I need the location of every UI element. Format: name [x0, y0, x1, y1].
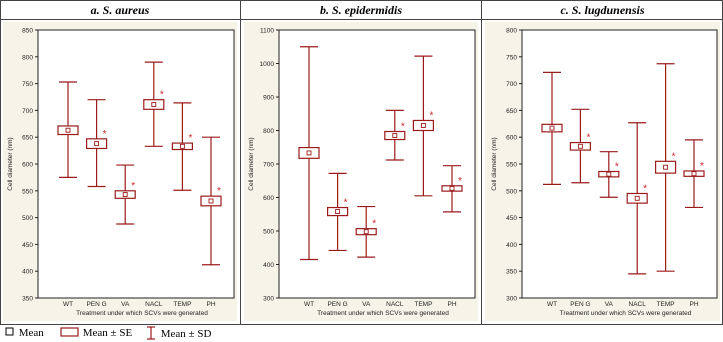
- x-tick-label: NACL: [628, 301, 646, 308]
- y-axis-label: Cell diameter (nm): [7, 137, 14, 191]
- y-tick-label: 650: [506, 107, 517, 115]
- x-tick-label: NACL: [145, 301, 163, 308]
- x-tick-label: WT: [62, 301, 74, 308]
- mean-point: [336, 210, 340, 214]
- mean-point: [66, 128, 70, 132]
- mean-point: [209, 199, 213, 203]
- mean-point: [307, 151, 311, 155]
- x-tick-label: PEN G: [86, 301, 107, 308]
- significance-star: *: [188, 133, 193, 145]
- significance-star: *: [217, 186, 221, 198]
- mean-point: [550, 126, 554, 130]
- y-tick-label: 300: [263, 295, 274, 303]
- y-tick-label: 550: [22, 188, 33, 196]
- mean-point: [421, 123, 425, 127]
- mean-point: [635, 196, 639, 200]
- x-tick-label: TEMP: [173, 301, 192, 308]
- y-tick-label: 600: [22, 161, 33, 169]
- mean-point: [123, 193, 127, 197]
- mean-point: [364, 230, 368, 234]
- x-tick-label: VA: [121, 301, 130, 308]
- x-tick-label: VA: [604, 301, 613, 308]
- y-tick-label: 600: [506, 134, 517, 142]
- y-tick-label: 800: [22, 54, 33, 62]
- significance-star: *: [458, 175, 462, 187]
- y-tick-label: 600: [263, 195, 274, 202]
- y-tick-label: 1000: [259, 61, 274, 68]
- se-box-icon: [60, 326, 80, 338]
- chart-title: b. S. epidermidis: [319, 3, 403, 17]
- x-tick-label: PEN G: [327, 301, 348, 308]
- chart-panel: [244, 3, 478, 321]
- legend-sd-item: [144, 326, 211, 340]
- y-tick-label: 550: [506, 161, 517, 169]
- x-axis-label: Treatment under which SCVs were generated: [559, 310, 692, 317]
- y-tick-label: 400: [263, 262, 274, 269]
- chart-panel: [3, 3, 237, 321]
- chart-title: c. S. lugdunensis: [560, 3, 645, 17]
- y-tick-label: 300: [506, 295, 517, 303]
- significance-star: *: [586, 132, 591, 144]
- significance-star: *: [700, 160, 704, 172]
- x-tick-label: WT: [546, 301, 558, 308]
- legend-se-item: [60, 326, 132, 339]
- x-tick-label: TEMP: [656, 301, 675, 308]
- y-tick-label: 700: [263, 161, 274, 169]
- sd-whisker-icon: [144, 326, 158, 340]
- y-tick-label: 750: [506, 54, 517, 62]
- mean-point: [607, 172, 611, 176]
- mean-square-icon: [4, 326, 16, 338]
- y-tick-label: 500: [506, 188, 517, 196]
- x-tick-label: PEN G: [570, 301, 591, 308]
- y-tick-label: 700: [22, 107, 33, 115]
- y-tick-label: 750: [22, 81, 33, 89]
- legend-mean-label: Mean: [18, 327, 44, 339]
- legend-mean-item: [4, 326, 44, 339]
- x-tick-label: TEMP: [414, 301, 433, 308]
- mean-point: [692, 172, 696, 176]
- x-tick-label: PH: [447, 301, 457, 308]
- significance-star: *: [671, 151, 676, 163]
- y-tick-label: 900: [263, 94, 274, 102]
- x-tick-label: PH: [206, 301, 216, 308]
- chart-panel: [485, 3, 720, 321]
- mean-point: [578, 144, 582, 148]
- mean-point: [450, 186, 454, 190]
- y-tick-label: 1100: [260, 27, 274, 35]
- plot-area: [522, 30, 717, 298]
- y-tick-label: 450: [22, 241, 33, 249]
- y-tick-label: 450: [506, 215, 517, 223]
- y-tick-label: 350: [506, 268, 517, 276]
- y-tick-label: 500: [22, 215, 33, 223]
- significance-star: *: [643, 183, 648, 195]
- y-tick-label: 350: [22, 295, 33, 303]
- mean-point: [393, 134, 397, 138]
- significance-star: *: [131, 180, 136, 192]
- mean-point: [95, 142, 99, 146]
- chart-title: a. S. aureus: [90, 3, 150, 17]
- mean-point: [152, 103, 156, 107]
- legend-se-label: Mean ± SE: [82, 327, 133, 339]
- significance-star: *: [159, 89, 164, 101]
- legend-sd-label: Mean ± SD: [160, 328, 212, 340]
- y-tick-label: 500: [263, 228, 274, 236]
- y-axis-label: Cell diameter (nm): [491, 137, 498, 191]
- y-tick-label: 800: [506, 27, 517, 35]
- significance-star: *: [400, 121, 405, 133]
- legend: [4, 326, 604, 342]
- x-tick-label: PH: [689, 301, 699, 308]
- x-tick-label: NACL: [386, 301, 404, 308]
- y-tick-label: 700: [506, 81, 517, 89]
- significance-star: *: [343, 197, 348, 209]
- mean-point: [664, 165, 668, 169]
- x-axis-label: Treatment under which SCVs were generated: [317, 310, 449, 317]
- mean-point: [180, 144, 184, 148]
- y-tick-label: 400: [22, 268, 33, 276]
- x-axis-label: Treatment under which SCVs were generated: [76, 310, 208, 317]
- x-tick-label: VA: [362, 301, 371, 308]
- y-tick-label: 400: [506, 241, 517, 249]
- y-tick-label: 800: [263, 128, 274, 135]
- significance-star: *: [614, 161, 619, 173]
- y-tick-label: 650: [22, 134, 33, 142]
- y-tick-label: 850: [22, 27, 33, 35]
- x-tick-label: WT: [303, 301, 315, 308]
- significance-star: *: [102, 128, 107, 140]
- significance-star: *: [429, 110, 434, 122]
- y-axis-label: Cell diameter (nm): [248, 137, 255, 191]
- significance-star: *: [372, 218, 377, 230]
